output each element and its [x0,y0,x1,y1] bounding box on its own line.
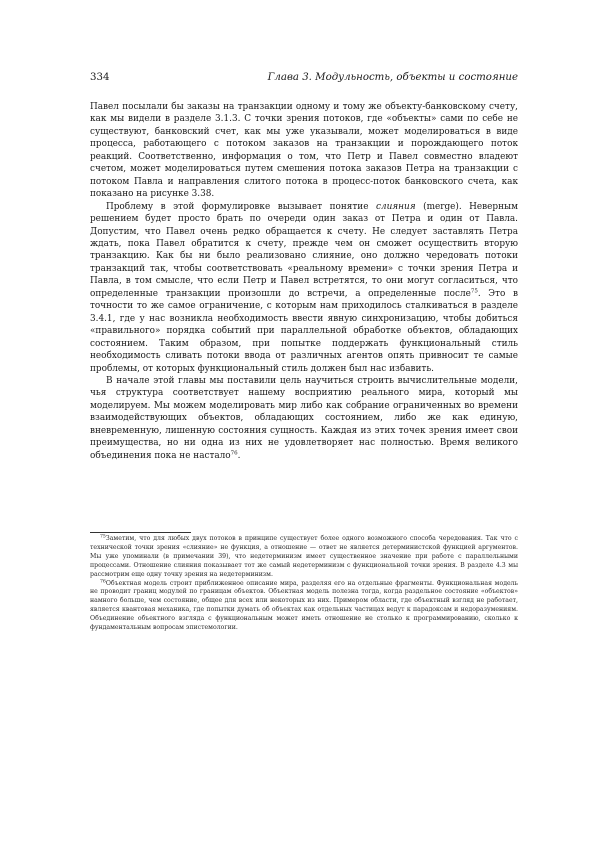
footnote-marker-75: 75 [100,534,106,540]
footnote-76 [90,580,518,633]
paragraph-3 [90,375,518,462]
paragraph-2 [90,201,518,375]
running-head: Глава 3. Модульность, объекты и состояние [267,72,518,83]
page-header [90,72,518,88]
paragraph-2-start: Проблему в этой формулировке вызывает понятие [106,201,376,212]
main-text [90,101,518,462]
footnote-divider [90,532,191,533]
paragraph-2-end: . Это в точности то же самое ограничение, с которым нам приходилось сталкиваться в разделе 3.4.1, где у нас возникла необходимость ввести явную синхронизацию, чтобы добиться «правильного» порядка событий при параллельной обработке объектов, обладающих состоянием. Таким образом, при попытке поддержать функциональный стиль необходимость сливать потоки ввода от различных агентов опять привносит те самые проблемы, от которых функциональный стиль должен был нас избавить. [90,288,518,374]
paragraph-3-end: . [237,450,241,461]
footnote-ref-76[interactable]: 76 [230,450,238,457]
term-merge: слияния [375,201,416,212]
footnotes [90,535,518,633]
footnote-text-76: Объектная модель строит приближенное описание мира, разделяя его на отдельные фрагменты. Функциональная модель не проводит границ модулей по границам объектов. Объектная модель полезна тогда, когда раздельное состояние «объектов» намного больше, чем состояние, общее для всех или некоторых из них. Примером области, где объектный взгляд не работает, является квантовая механика, где попытки думать об объектах как отдельных частицах ведут к парадоксам и недоразумениям. Объединение объектного взгляда с функциональным может иметь отношение не столько к программированию, сколько к фундаментальным вопросам эпистемологии. [90,579,518,632]
footnote-ref-75[interactable]: 75 [470,288,478,295]
paragraph-2-middle: (merge). Неверным решением будет просто брать по очереди один заказ от Петра и один от Павла. Допустим, что Павел очень редко обращается к счету. Не следует заставлять Петра ждать, пока Павел обратится к счету, прежде чем он сможет осуществить вторую транзакцию. Как бы ни было реализовано слияние, оно должно чередовать потоки транзакций так, чтобы соответствовать «реальному времени» с точки зрения Петра и Павла, в том смысле, что если Петр и Павел встретятся, то они могут согласиться, что определенные транзакции произошли до встречи, а определенные после [90,201,518,299]
paragraph-3-text: В начале этой главы мы поставили цель научиться строить вычислительные модели, чья структура соответствует нашему восприятию реального мира, который мы моделируем. Мы можем моделировать мир либо как собрание ограниченных во времени взаимодействующих объектов, обладающих состоянием, либо же как единую, вневременную, лишенную состояния сущность. Каждая из этих точек зрения имеет свои преимущества, но ни одна из них не удовлетворяет нас полностью. Время великого объединения пока не настало [90,375,518,461]
paragraph-1: Павел посылали бы заказы на транзакции одному и тому же объекту-банковскому счету, как мы видели в разделе 3.1.3. С точки зрения потоков, где «объекты» сами по себе не существуют, банковский счет, как мы уже указывали, может моделироваться в виде процесса, работающего с потоком заказов на транзакции и порождающего поток реакций. Соответственно, информация о том, что Петр и Павел совместно владеют счетом, может моделироваться путем смешения потока заказов Петра на транзакции с потоком Павла и направления слитого потока в процесс-поток банковского счета, как показано на рисунке 3.38. [90,102,518,200]
footnote-marker-76: 76 [100,578,106,584]
page-number: 334 [90,72,110,83]
footnote-75 [90,535,518,580]
footnote-text-75: Заметим, что для любых двух потоков в принципе существует более одного возможного способа чередования. Так что с технической точки зрения «слияние» не функция, а отношение — ответ не является детерминистской функцией аргументов. Мы уже упоминали (в примечании 39), что недетерминизм имеет существенное значение при работе с параллельными процессами. Отношение слияния показывает тот же самый недетерминизм с функциональной точки зрения. В разделе 4.3 мы рассмотрим еще одну точку зрения на недетерминизм. [90,535,518,578]
